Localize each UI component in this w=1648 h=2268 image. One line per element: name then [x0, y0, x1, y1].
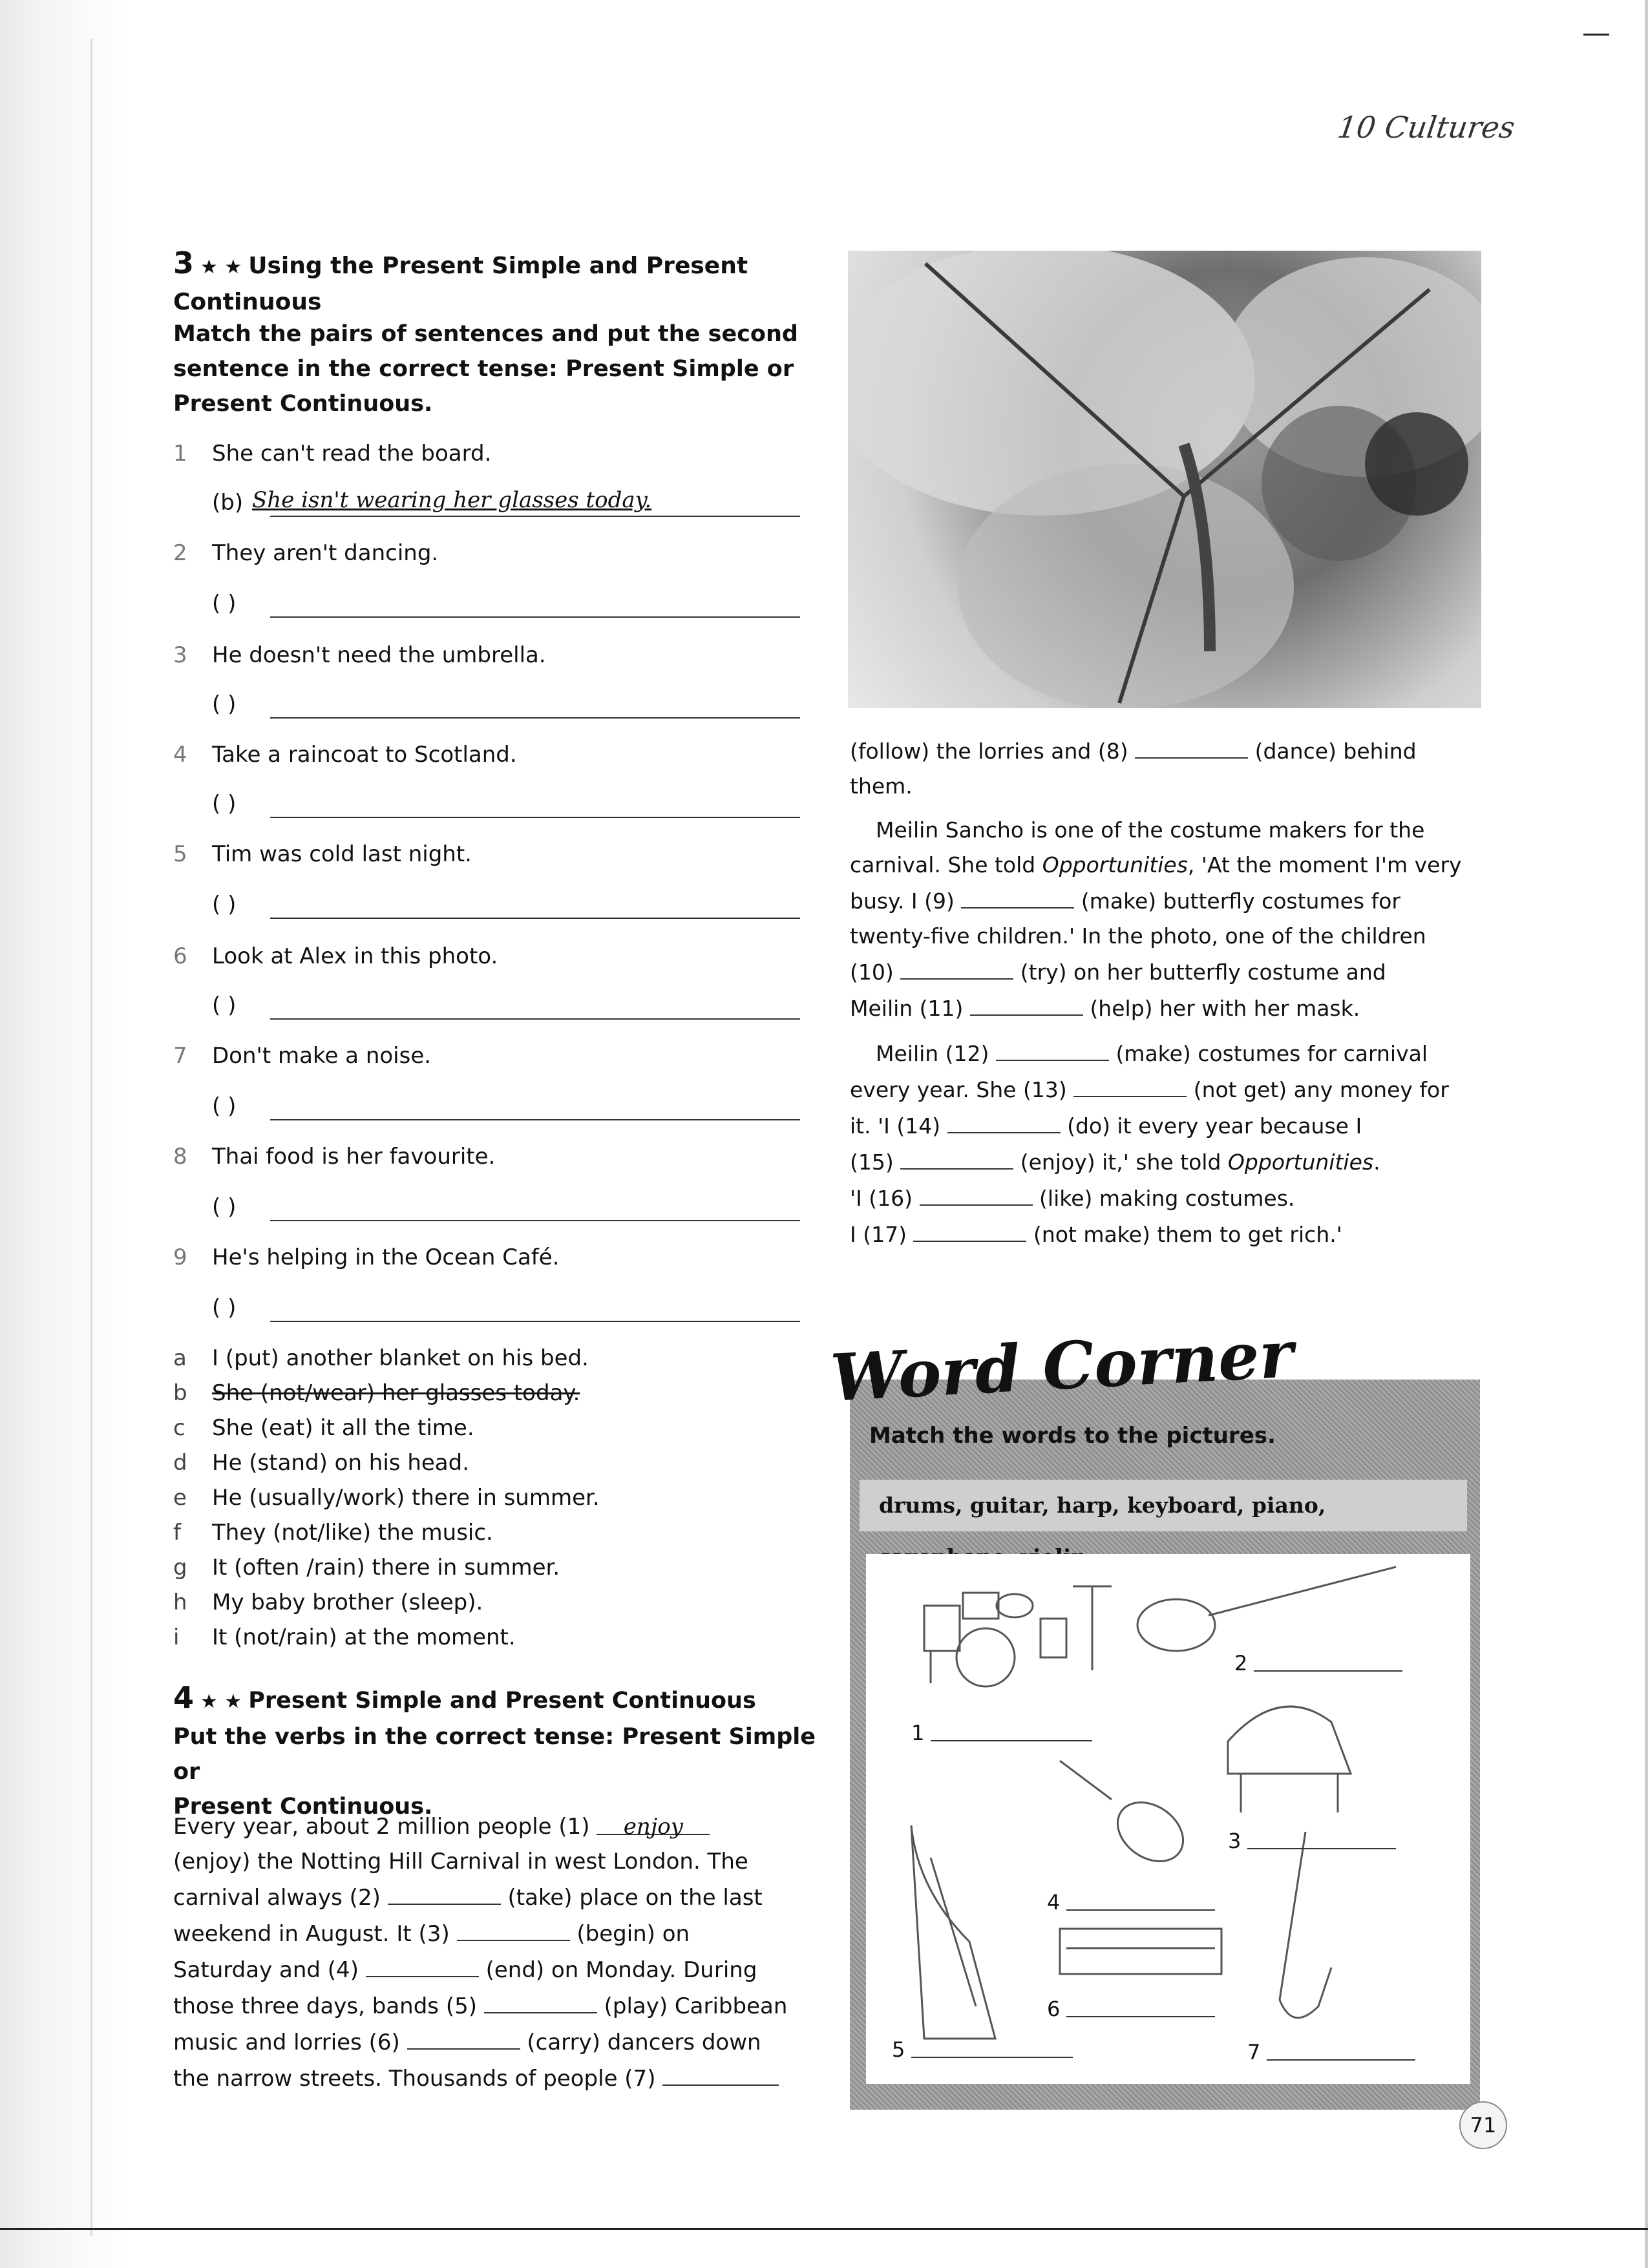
instrument-illustrations	[866, 1554, 1470, 2084]
text-fragment: carnival. She told	[850, 852, 1036, 877]
text-fragment: I (17)	[850, 1222, 907, 1247]
option-item	[173, 1485, 819, 1511]
option-item	[173, 1555, 819, 1580]
match-letter: ( )	[212, 892, 237, 918]
list-item	[173, 1043, 819, 1069]
carnival-photo	[848, 251, 1481, 708]
item-number: 1	[173, 441, 187, 467]
option-item	[173, 1380, 819, 1406]
word-corner-instruction: Match the words to the pictures.	[869, 1423, 1276, 1449]
text-fragment: (carry) dancers down	[527, 2030, 761, 2055]
text-fragment: Meilin (11)	[850, 996, 964, 1021]
answer-line	[270, 1119, 800, 1120]
text-fragment: (like) making costumes.	[1039, 1186, 1295, 1211]
list-item	[173, 642, 819, 668]
text-fragment: (not get) any money for	[1193, 1077, 1449, 1102]
handwritten-answer: She isn't wearing her glasses today.	[252, 487, 652, 513]
exercise-title-line-1: Using the Present Simple and Present	[248, 253, 748, 279]
answer-row[interactable]	[212, 1295, 794, 1321]
answer-row[interactable]	[212, 1194, 794, 1220]
picture-number-1: 1	[911, 1721, 925, 1745]
page-spine-shadow	[0, 0, 129, 2268]
answer-line	[270, 717, 800, 719]
item-text: Don't make a noise.	[212, 1043, 432, 1069]
gap-11[interactable]	[970, 990, 1083, 1016]
text-fragment: (follow) the lorries and (8)	[850, 739, 1128, 764]
option-text: He (stand) on his head.	[212, 1450, 470, 1476]
text-fragment: the narrow streets. Thousands of people (7)	[173, 2066, 656, 2092]
exercise-4-text-left	[173, 1809, 819, 2096]
text-fragment: (try) on her butterfly costume and	[1020, 960, 1386, 985]
option-item	[173, 1624, 819, 1650]
text-fragment: every year. She (13)	[850, 1077, 1067, 1102]
piano-icon	[1228, 1706, 1351, 1812]
option-letter: a	[173, 1345, 187, 1371]
option-text: It (often /rain) there in summer.	[212, 1555, 560, 1580]
gap-14[interactable]	[947, 1108, 1061, 1133]
answer-line	[270, 616, 800, 618]
gap-13[interactable]	[1073, 1071, 1187, 1097]
list-item	[173, 943, 819, 969]
item-number: 7	[173, 1043, 187, 1069]
answer-line	[270, 1018, 800, 1020]
exercise-number: 4	[173, 1680, 195, 1715]
option-letter: i	[173, 1624, 180, 1650]
text-fragment: music and lorries (6)	[173, 2030, 400, 2055]
answer-line	[270, 918, 800, 919]
gap-3[interactable]	[457, 1915, 570, 1941]
gap-16[interactable]	[920, 1180, 1033, 1206]
text-line: twenty-five children.' In the photo, one of the children	[850, 923, 1426, 949]
text-fragment: (do) it every year because I	[1067, 1113, 1362, 1139]
option-letter: e	[173, 1485, 187, 1511]
option-letter: b	[173, 1380, 187, 1406]
exercise-4-text-right	[850, 733, 1483, 1252]
list-item	[173, 441, 819, 467]
exercise-3-instructions	[173, 317, 819, 421]
gap-10[interactable]	[900, 954, 1013, 980]
instruction-line: Present Continuous.	[173, 391, 433, 417]
text-fragment: (15)	[850, 1150, 894, 1175]
answer-line-5[interactable]	[911, 2057, 1073, 2058]
answer-line	[270, 1321, 800, 1322]
gap-2[interactable]	[388, 1879, 501, 1905]
item-text: He's helping in the Ocean Café.	[212, 1244, 560, 1270]
option-letter: f	[173, 1520, 181, 1546]
exercise-title: Present Simple and Present Continuous	[248, 1688, 756, 1714]
answer-line-6[interactable]	[1066, 2016, 1215, 2017]
option-text: It (not/rain) at the moment.	[212, 1624, 516, 1650]
text-fragment: Saturday and (4)	[173, 1957, 359, 1983]
match-letter: ( )	[212, 1295, 237, 1321]
page-number: 71	[1459, 2101, 1507, 2149]
match-letter: ( )	[212, 1093, 237, 1119]
item-text: Look at Alex in this photo.	[212, 943, 498, 969]
picture-number-6: 6	[1047, 1997, 1061, 2021]
match-letter: (b)	[212, 490, 244, 516]
drums-icon	[924, 1586, 1112, 1686]
match-letter: ( )	[212, 591, 237, 616]
picture-number-3: 3	[1228, 1829, 1241, 1853]
answer-row[interactable]	[212, 992, 794, 1018]
match-letter: ( )	[212, 1194, 237, 1220]
picture-number-5: 5	[892, 2037, 905, 2062]
magazine-name: Opportunities	[1227, 1150, 1374, 1175]
text-fragment: (take) place on the last	[507, 1885, 763, 1911]
text-fragment: weekend in August. It (3)	[173, 1921, 450, 1947]
answer-row[interactable]	[212, 892, 794, 918]
text-fragment: (not make) them to get rich.'	[1033, 1222, 1342, 1247]
option-text: I (put) another blanket on his bed.	[212, 1345, 589, 1371]
exercise-number: 3	[173, 246, 195, 280]
text-line: Meilin Sancho is one of the costume makers for the	[876, 817, 1425, 843]
answer-line-7[interactable]	[1267, 2059, 1415, 2061]
list-item	[173, 841, 819, 867]
word-list: drums, guitar, harp, keyboard, piano,	[860, 1480, 1467, 1531]
harp-icon	[911, 1825, 995, 2039]
answer-row[interactable]	[212, 487, 794, 516]
option-text-crossed-out: She (not/wear) her glasses today.	[212, 1380, 580, 1406]
option-item	[173, 1450, 819, 1476]
picture-number-4: 4	[1047, 1890, 1061, 1915]
item-text: They aren't dancing.	[212, 540, 439, 566]
text-fragment: .	[1373, 1150, 1380, 1175]
text-line: them.	[850, 773, 913, 799]
answer-line-2[interactable]	[1254, 1670, 1402, 1672]
option-text: They (not/like) the music.	[212, 1520, 493, 1546]
item-text: Tim was cold last night.	[212, 841, 472, 867]
answer-row[interactable]	[212, 691, 794, 717]
answer-line	[270, 817, 800, 818]
violin-icon	[1060, 1761, 1194, 1873]
item-text: Take a raincoat to Scotland.	[212, 742, 517, 768]
text-fragment: (end) on Monday. During	[485, 1957, 757, 1983]
instruction-line: sentence in the correct tense: Present Simple or	[173, 356, 794, 382]
top-tick-mark	[1583, 34, 1609, 36]
option-item	[173, 1415, 819, 1441]
item-number: 4	[173, 742, 187, 768]
star-icon: ★ ★	[200, 1690, 242, 1713]
item-number: 2	[173, 540, 187, 566]
word-corner-title: Word Corner	[829, 1316, 1295, 1416]
answer-line-1[interactable]	[931, 1740, 1092, 1741]
spine-line	[90, 39, 92, 2236]
gap-5[interactable]	[484, 1988, 597, 2013]
gap-12[interactable]	[996, 1035, 1109, 1061]
text-fragment: 'I (16)	[850, 1186, 913, 1211]
text-line: (enjoy) the Notting Hill Carnival in west London. The	[173, 1849, 748, 1874]
text-fragment: carnival always (2)	[173, 1885, 381, 1911]
answer-row[interactable]	[212, 1093, 794, 1119]
text-fragment: (10)	[850, 960, 894, 985]
instruction-line: Present Continuous.	[173, 1794, 433, 1820]
match-letter: ( )	[212, 691, 237, 717]
gap-1-answer[interactable]: enjoy	[597, 1809, 710, 1835]
option-letter: d	[173, 1450, 187, 1476]
text-fragment: (dance) behind	[1254, 739, 1417, 764]
text-fragment: those three days, bands (5)	[173, 1993, 477, 2019]
text-fragment: (help) her with her mask.	[1090, 996, 1360, 1021]
magazine-name: Opportunities	[1042, 852, 1188, 877]
instrument-pictures	[866, 1554, 1470, 2084]
gap-9[interactable]	[961, 883, 1074, 908]
option-letter: h	[173, 1590, 187, 1615]
item-number: 3	[173, 642, 187, 668]
butterfly-costume-image	[848, 251, 1481, 708]
option-text: He (usually/work) there in summer.	[212, 1485, 600, 1511]
saxophone-icon	[1280, 1832, 1331, 2018]
gap-17[interactable]	[913, 1216, 1026, 1242]
text-fragment: (enjoy) it,' she told	[1020, 1150, 1221, 1175]
text-fragment: (play) Caribbean	[604, 1993, 788, 2019]
match-letter: ( )	[212, 992, 237, 1018]
item-text: Thai food is her favourite.	[212, 1144, 496, 1170]
text-fragment: (make) butterfly costumes for	[1081, 888, 1400, 914]
exercise-title-line-2: Continuous	[173, 289, 322, 315]
item-text: She can't read the board.	[212, 441, 492, 467]
option-item	[173, 1590, 819, 1615]
answer-line-3[interactable]	[1247, 1848, 1396, 1849]
item-number: 6	[173, 943, 187, 969]
answer-line-4[interactable]	[1066, 1909, 1215, 1911]
list-item	[173, 1144, 819, 1170]
option-letter: g	[173, 1555, 187, 1580]
item-number: 9	[173, 1244, 187, 1270]
gap-6[interactable]	[407, 2024, 520, 2050]
answer-row[interactable]	[212, 791, 794, 817]
picture-number-2: 2	[1234, 1651, 1248, 1675]
picture-number-7: 7	[1247, 2040, 1261, 2064]
option-text: She (eat) it all the time.	[212, 1415, 474, 1441]
answer-line	[270, 1220, 800, 1221]
option-item	[173, 1345, 819, 1371]
text-fragment: Every year, about 2 million people (1)	[173, 1814, 590, 1840]
bottom-edge-line	[0, 2228, 1648, 2230]
answer-row[interactable]	[212, 591, 794, 616]
text-fragment: (make) costumes for carnival	[1115, 1041, 1428, 1066]
exercise-4-title	[173, 1680, 819, 1824]
answer-line	[270, 516, 800, 517]
guitar-icon	[1137, 1567, 1396, 1651]
gap-8[interactable]	[1135, 733, 1248, 759]
text-fragment: Meilin (12)	[876, 1041, 989, 1066]
list-item	[173, 742, 819, 768]
item-number: 5	[173, 841, 187, 867]
instruction-line: Put the verbs in the correct tense: Present Simple or	[173, 1724, 816, 1785]
instruction-line: Match the pairs of sentences and put the second	[173, 321, 798, 347]
gap-7[interactable]	[662, 2060, 779, 2086]
gap-15[interactable]	[900, 1144, 1013, 1170]
text-fragment: , 'At the moment I'm very	[1187, 852, 1462, 877]
option-text: My baby brother (sleep).	[212, 1590, 483, 1615]
list-item	[173, 540, 819, 566]
item-text: He doesn't need the umbrella.	[212, 642, 546, 668]
text-fragment: it. 'I (14)	[850, 1113, 941, 1139]
exercise-3-title	[173, 246, 819, 320]
match-letter: ( )	[212, 791, 237, 817]
option-letter: c	[173, 1415, 185, 1441]
gap-4[interactable]	[366, 1951, 479, 1977]
unit-header: 10 Cultures	[1335, 110, 1517, 145]
text-fragment: (begin) on	[576, 1921, 690, 1947]
option-item	[173, 1520, 819, 1546]
text-fragment: busy. I (9)	[850, 888, 955, 914]
star-icon: ★ ★	[200, 256, 242, 278]
right-edge	[1645, 0, 1648, 2268]
list-item	[173, 1244, 819, 1270]
item-number: 8	[173, 1144, 187, 1170]
keyboard-icon	[1060, 1929, 1221, 1974]
